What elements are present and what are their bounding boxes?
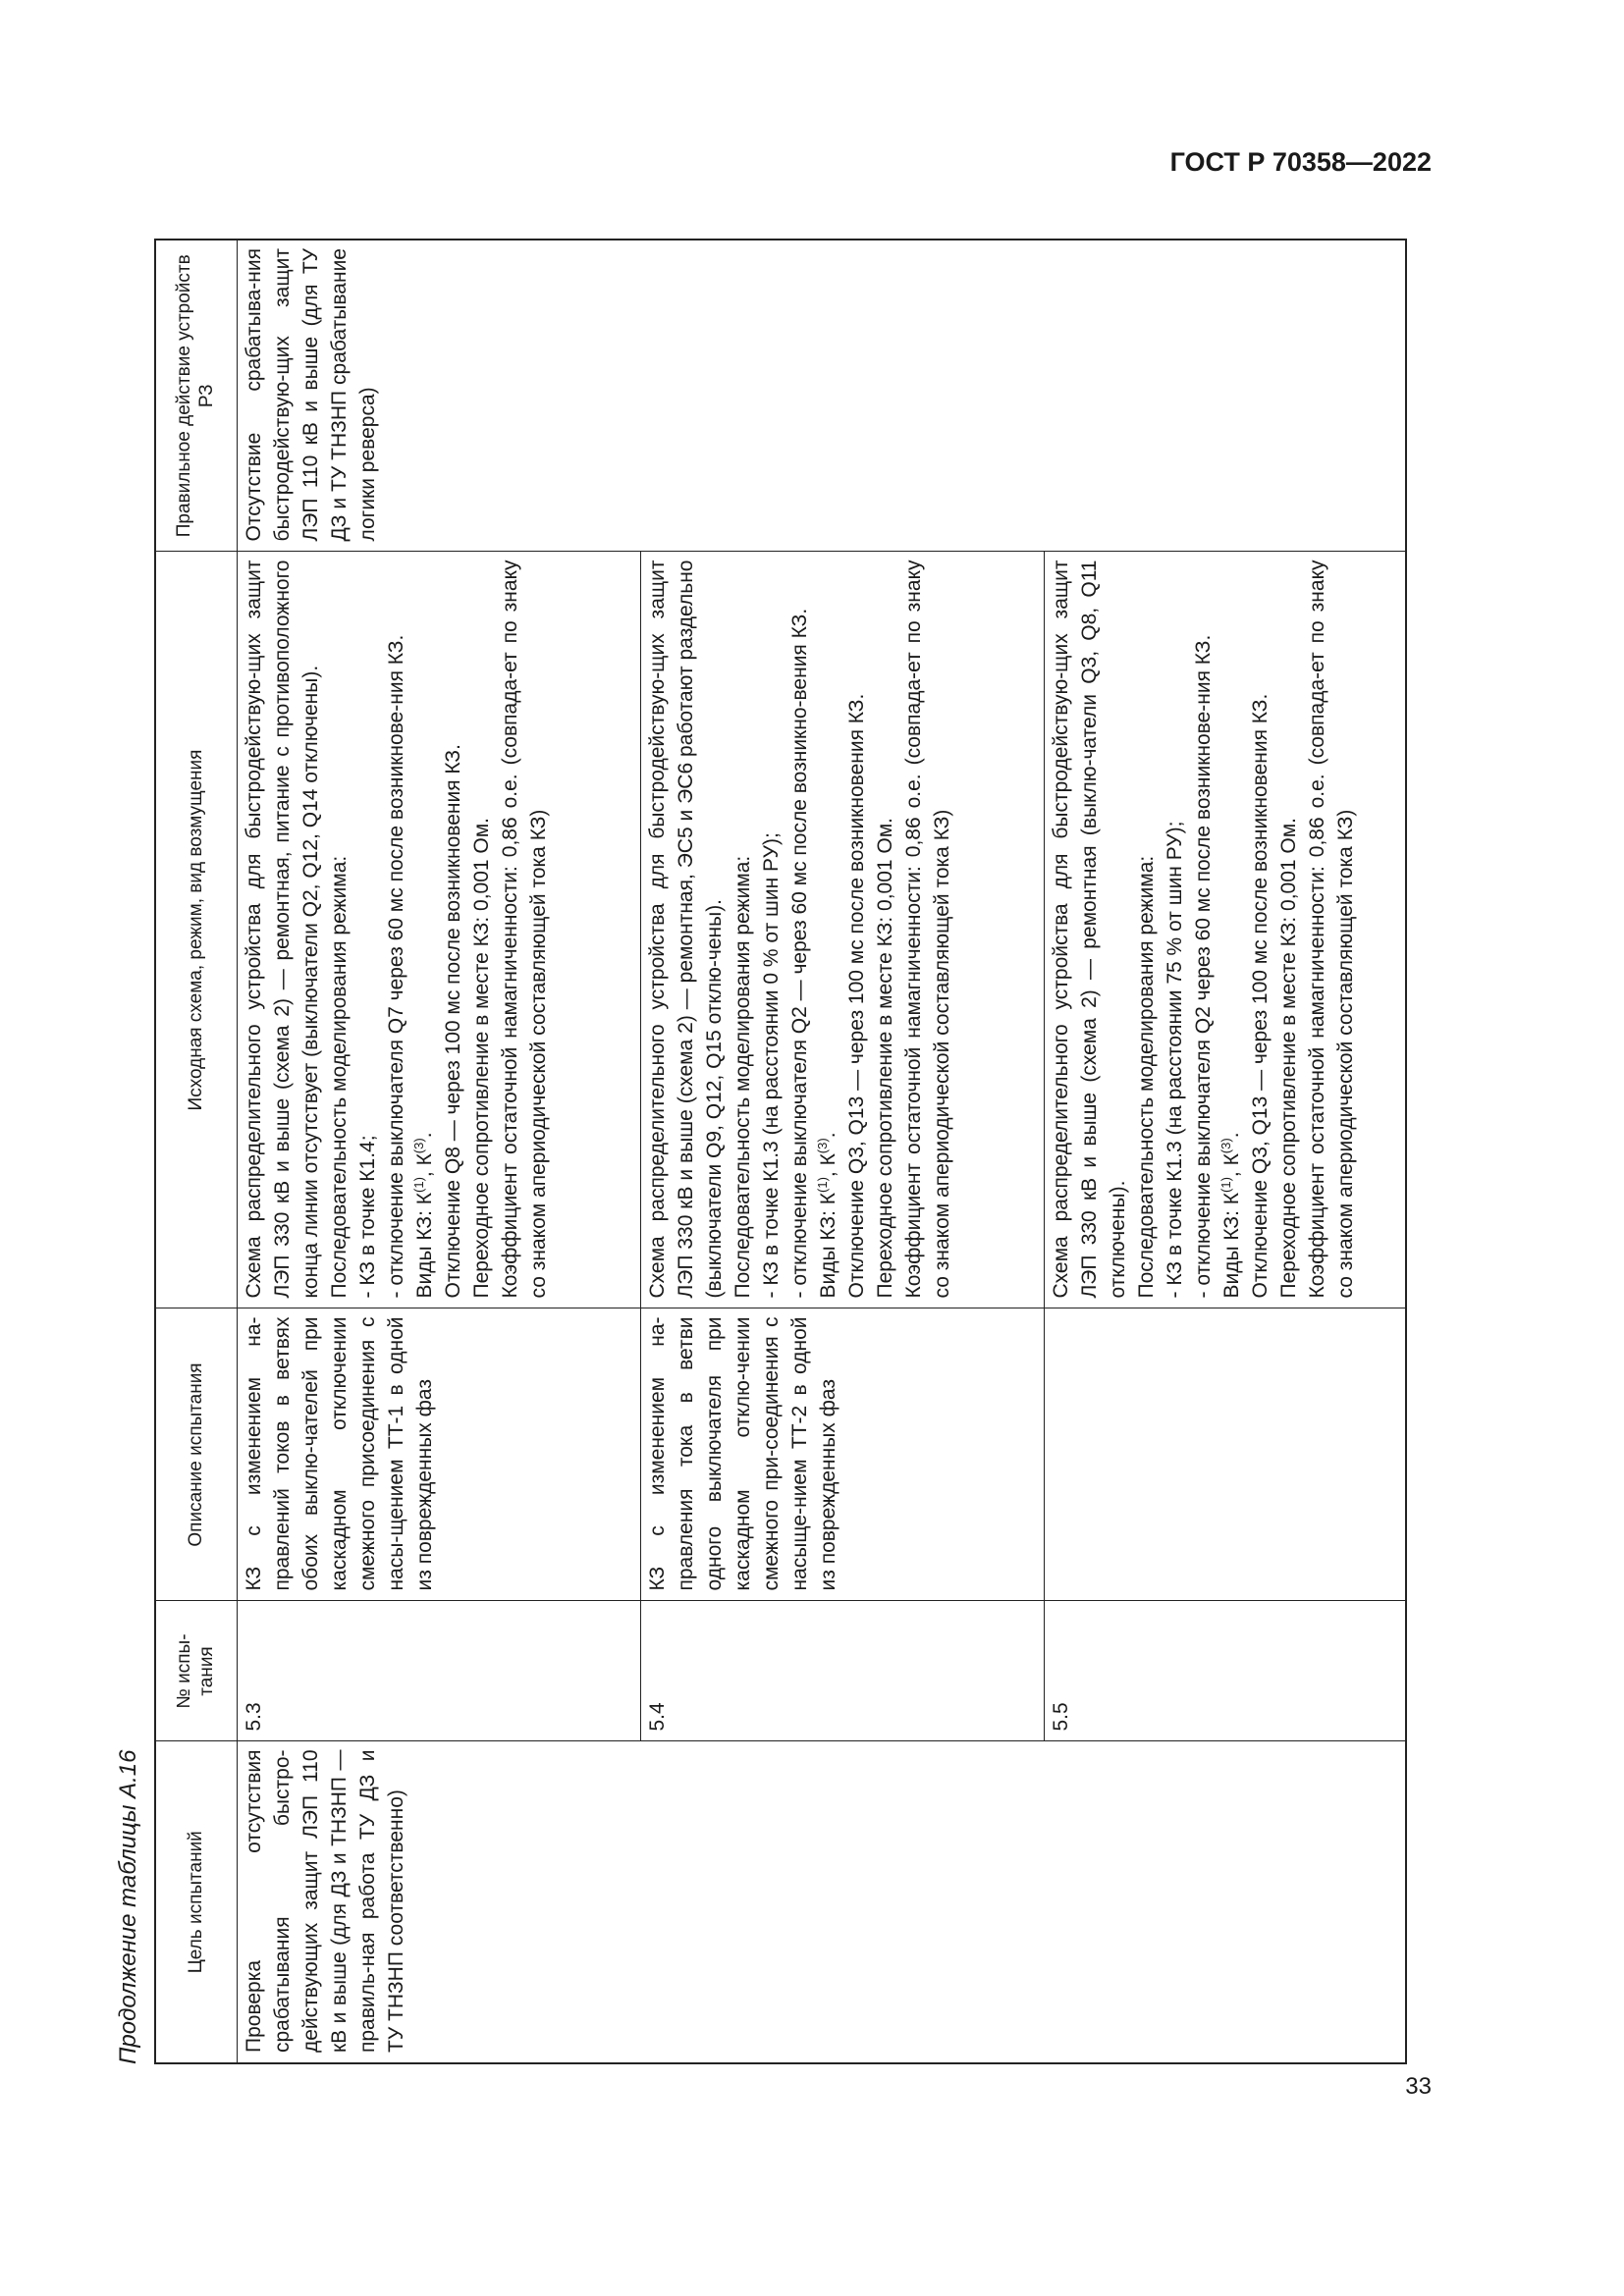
test-number-cell: 5.4 bbox=[641, 1601, 1045, 1741]
scheme-line: - отключение выключателя Q2 — через 60 мс после возникно-вения КЗ. bbox=[788, 608, 811, 1299]
description-cell bbox=[1045, 1308, 1407, 1601]
scheme-line: Отключение Q8 — через 100 мс после возникновения КЗ. bbox=[442, 744, 464, 1299]
description-cell: КЗ с изменением на-правлений токов в ветвях обоих выклю-чателей при каскадном отключении смежного присоединения с насы-щением ТТ-1 в одной из поврежденных фаз bbox=[238, 1308, 641, 1601]
rotated-table-block bbox=[105, 199, 1411, 2064]
scheme-cell bbox=[1045, 552, 1407, 1308]
scheme-line: Схема распределительного устройства для быстродействую-щих защит ЛЭП 330 кВ и выше (схема 2) — ремонтная, ЭС5 и ЭС6 работают раздельно (выключатели Q9, Q12, Q15 отклю-чены). bbox=[646, 560, 726, 1299]
scheme-line: Отключение Q3, Q13 — через 100 мс после возникновения КЗ. bbox=[1249, 693, 1272, 1299]
scheme-line: Переходное сопротивление в месте КЗ: 0,001 Ом. bbox=[1277, 817, 1300, 1299]
header-description: Описание испытания bbox=[155, 1308, 238, 1601]
scheme-line: - КЗ в точке К1.3 (на расстоянии 75 % от шин РУ); bbox=[1164, 821, 1186, 1299]
test-number-cell: 5.3 bbox=[238, 1601, 641, 1741]
scheme-line: Последовательность моделирования режима: bbox=[731, 855, 754, 1299]
correct-action-cell: Отсутствие срабатыва-ния быстродействую-щих защит ЛЭП 110 кВ и выше (для ТУ ДЗ и ТУ ТНЗНП срабатывание логики реверса) bbox=[238, 240, 1407, 552]
test-table bbox=[154, 239, 1407, 2064]
scheme-cell bbox=[641, 552, 1045, 1308]
description-cell: КЗ с изменением на-правления тока в ветви одного выключателя при каскадном отклю-чении смежного при-соединения с насыще-нием ТТ-2 в одной из поврежденных фаз bbox=[641, 1308, 1045, 1601]
table-row bbox=[238, 240, 641, 2063]
scheme-line: Последовательность моделирования режима: bbox=[328, 855, 351, 1299]
scheme-line: Схема распределительного устройства для быстродействую-щих защит ЛЭП 330 кВ и выше (схема 2) — ремонтная, питание с противоположного конца линии отсутствует (выключатели Q2, Q12, Q14 отключены). bbox=[243, 560, 322, 1299]
scheme-line: Схема распределительного устройства для быстродействую-щих защит ЛЭП 330 кВ и выше (схема 2) — ремонтная (выклю-чатели Q3, Q8, Q11 отключены). bbox=[1050, 560, 1129, 1299]
scheme-line: Переходное сопротивление в месте КЗ: 0,001 Ом. bbox=[470, 817, 493, 1299]
scheme-line: Отключение Q3, Q13 — через 100 мс после возникновения КЗ. bbox=[845, 693, 868, 1299]
scheme-line: Коэффициент остаточной намагниченности: 0,86 о.е. (совпада-ет по знаку со знаком апериодической составляющей тока КЗ) bbox=[499, 560, 550, 1299]
scheme-line: - КЗ в точке К1.4; bbox=[356, 1135, 379, 1299]
scheme-line: Переходное сопротивление в месте КЗ: 0,001 Ом. bbox=[874, 817, 896, 1299]
test-number-cell: 5.5 bbox=[1045, 1601, 1407, 1741]
table-caption: Продолжение таблицы А.16 bbox=[115, 1749, 141, 2064]
goal-cell: Проверка отсутствия срабатывания быстро-действующих защит ЛЭП 110 кВ и выше (для ДЗ и ТНЗНП — правиль-ная работа ТУ ДЗ и ТУ ТНЗНП соответственно) bbox=[238, 1741, 1407, 2063]
fault-kinds-line: Виды КЗ: $К^{(1)}$, $К^{(3)}$. bbox=[815, 1132, 839, 1299]
scheme-line: Последовательность моделирования режима: bbox=[1135, 855, 1158, 1299]
scheme-line: - отключение выключателя Q2 через 60 мс после возникнове-ния КЗ. bbox=[1192, 634, 1215, 1299]
header-goal: Цель испытаний bbox=[155, 1741, 238, 2063]
scheme-line: - КЗ в точке К1.3 (на расстоянии 0 % от шин РУ); bbox=[760, 832, 783, 1299]
scheme-line: - отключение выключателя Q7 через 60 мс после возникнове-ния КЗ. bbox=[385, 634, 407, 1299]
header-test-number: № испы-тания bbox=[155, 1601, 238, 1741]
scheme-cell bbox=[238, 552, 641, 1308]
fault-kinds-line: Виды КЗ: $К^{(1)}$, $К^{(3)}$. bbox=[411, 1132, 436, 1299]
page-number: 33 bbox=[1405, 2073, 1432, 2100]
table-header-row bbox=[155, 240, 238, 2063]
header-scheme: Исходная схема, режим, вид возмущения bbox=[155, 552, 238, 1308]
scheme-line: Коэффициент остаточной намагниченности: 0,86 о.е. (совпада-ет по знаку со знаком апериодической составляющей тока КЗ) bbox=[1306, 560, 1357, 1299]
document-code: ГОСТ Р 70358—2022 bbox=[1169, 147, 1432, 177]
header-correct-action: Правильное действие устройств РЗ bbox=[155, 240, 238, 552]
scheme-line: Коэффициент остаточной намагниченности: 0,86 о.е. (совпада-ет по знаку со знаком апериодической составляющей тока КЗ) bbox=[902, 560, 953, 1299]
fault-kinds-line: Виды КЗ: $К^{(1)}$, $К^{(3)}$. bbox=[1218, 1132, 1243, 1299]
